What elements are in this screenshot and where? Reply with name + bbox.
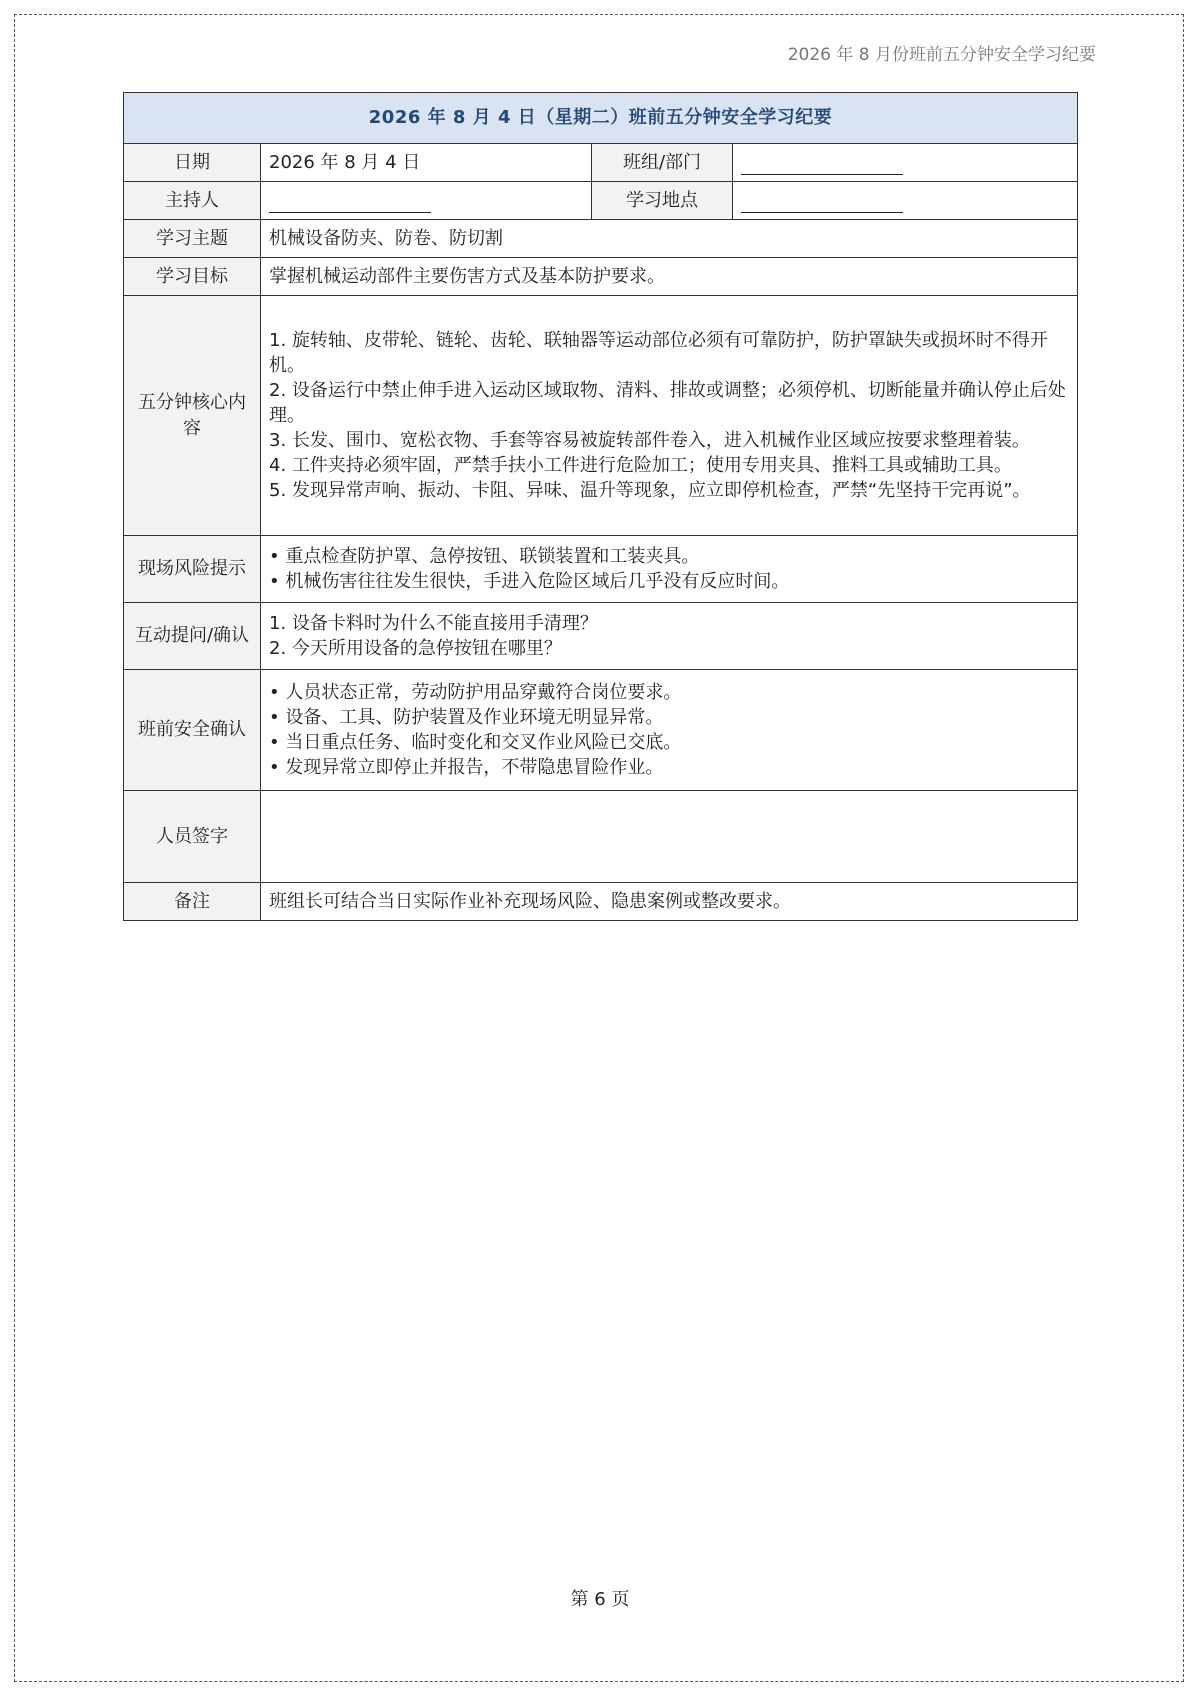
goal-value: 掌握机械运动部件主要伤害方式及基本防护要求。: [261, 258, 1078, 296]
team-blank-line: [741, 156, 903, 175]
host-field[interactable]: [261, 182, 592, 220]
safety-confirm-row: [124, 670, 1078, 791]
interaction-label: 互动提问/确认: [124, 603, 261, 670]
running-header: 2026 年 8 月份班前五分钟安全学习纪要: [787, 45, 1096, 65]
safety-confirm-item: • 人员状态正常，劳动防护用品穿戴符合岗位要求。: [269, 682, 682, 703]
safety-confirm-cell: [261, 670, 1078, 791]
remarks-label: 备注: [124, 883, 261, 921]
goal-label: 学习目标: [124, 258, 261, 296]
safety-confirm-label: 班前安全确认: [124, 670, 261, 791]
topic-row: [124, 220, 1078, 258]
risk-tips-label: 现场风险提示: [124, 536, 261, 603]
location-field[interactable]: [733, 182, 1078, 220]
page-number: 第 6 页: [570, 1589, 630, 1610]
remarks-value: 班组长可结合当日实际作业补充现场风险、隐患案例或整改要求。: [261, 883, 1078, 921]
signature-row: [124, 791, 1078, 883]
risk-tips-row: [124, 536, 1078, 603]
host-label: 主持人: [124, 182, 261, 220]
topic-value: 机械设备防夹、防卷、防切割: [261, 220, 1078, 258]
interaction-question: 2. 今天所用设备的急停按钮在哪里？: [269, 638, 562, 659]
title-row: [124, 93, 1078, 144]
risk-tip-item: • 机械伤害往往发生很快，手进入危险区域后几乎没有反应时间。: [269, 571, 790, 592]
risk-tips-cell: [261, 536, 1078, 603]
risk-tip-item: • 重点检查防护罩、急停按钮、联锁装置和工装夹具。: [269, 546, 700, 567]
safety-confirm-item: • 设备、工具、防护装置及作业环境无明显异常。: [269, 707, 664, 728]
core-content-row: [124, 296, 1078, 536]
core-content-item: 1. 旋转轴、皮带轮、链轮、齿轮、联轴器等运动部位必须有可靠防护，防护罩缺失或损坏时不得开机。: [269, 330, 1048, 376]
core-content-item: 4. 工件夹持必须牢固，严禁手扶小工件进行危险加工；使用专用夹具、推料工具或辅助工具。: [269, 455, 1012, 476]
signature-field[interactable]: [261, 791, 1078, 883]
team-label: 班组/部门: [592, 144, 733, 182]
core-content-item: 3. 长发、围巾、宽松衣物、手套等容易被旋转部件卷入，进入机械作业区域应按要求整理着装。: [269, 430, 1030, 451]
topic-label: 学习主题: [124, 220, 261, 258]
document-title: 2026 年 8 月 4 日（星期二）班前五分钟安全学习纪要: [124, 93, 1078, 144]
safety-confirm-item: • 当日重点任务、临时变化和交叉作业风险已交底。: [269, 732, 682, 753]
team-field[interactable]: [733, 144, 1078, 182]
core-content-label: 五分钟核心内容: [124, 296, 261, 536]
date-value: 2026 年 8 月 4 日: [261, 144, 592, 182]
date-label: 日期: [124, 144, 261, 182]
location-label: 学习地点: [592, 182, 733, 220]
interaction-cell: [261, 603, 1078, 670]
goal-row: [124, 258, 1078, 296]
safety-confirm-item: • 发现异常立即停止并报告，不带隐患冒险作业。: [269, 757, 664, 778]
core-content-item: 5. 发现异常声响、振动、卡阻、异味、温升等现象，应立即停机检查，严禁“先坚持干完再说”。: [269, 480, 1031, 501]
interaction-question: 1. 设备卡料时为什么不能直接用手清理？: [269, 613, 598, 634]
location-blank-line: [741, 194, 903, 213]
minutes-table: [123, 92, 1078, 921]
remarks-row: [124, 883, 1078, 921]
core-content-item: 2. 设备运行中禁止伸手进入运动区域取物、清料、排故或调整；必须停机、切断能量并确认停止后处理。: [269, 380, 1066, 426]
interaction-row: [124, 603, 1078, 670]
host-row: [124, 182, 1078, 220]
host-blank-line: [269, 194, 431, 213]
date-row: [124, 144, 1078, 182]
core-content-cell: [261, 296, 1078, 536]
signature-label: 人员签字: [124, 791, 261, 883]
